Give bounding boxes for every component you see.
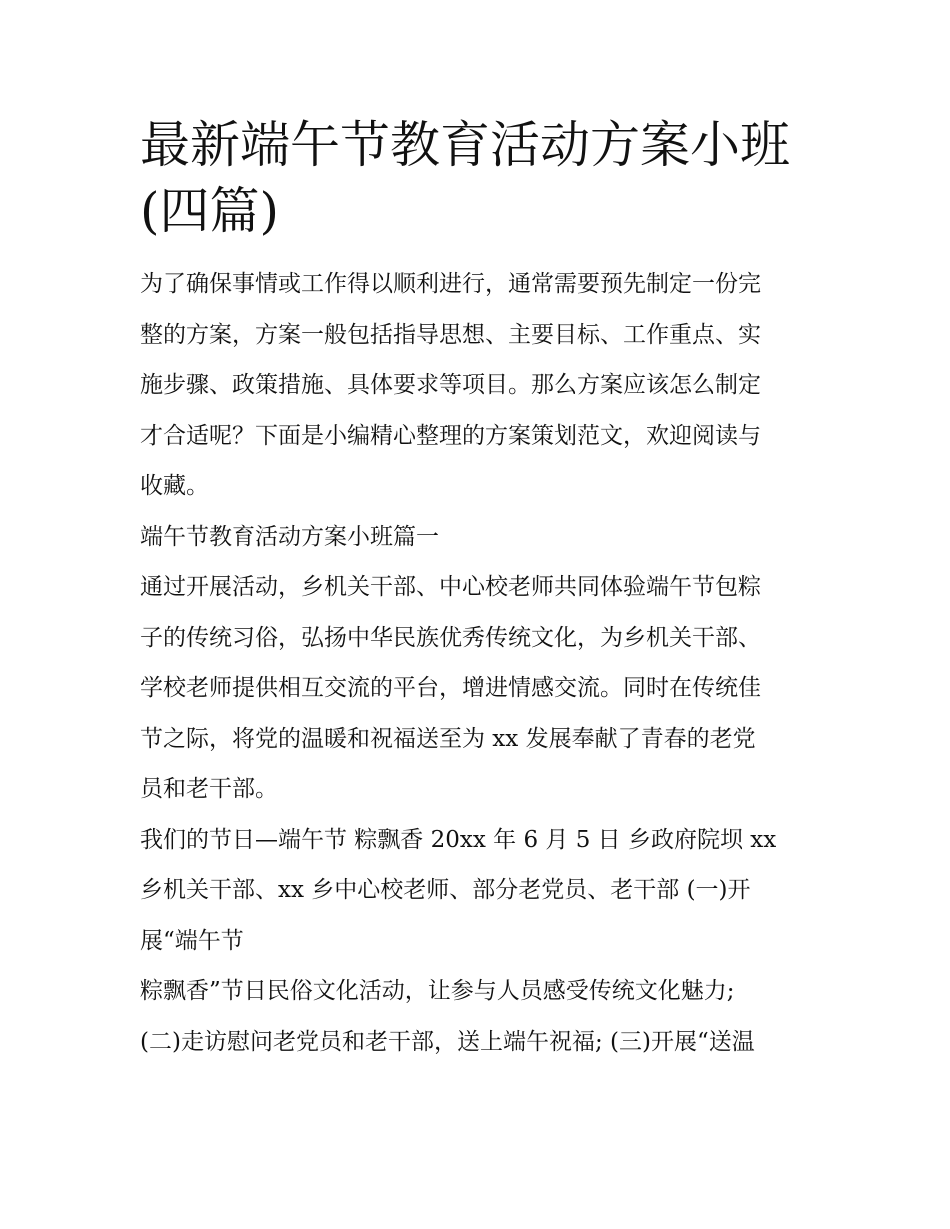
- text-line: 粽飘香”节日民俗文化活动，让参与人员感受传统文化魅力;: [140, 978, 735, 1004]
- text-line: 节之际，将党的温暖和祝福送至为 xx 发展奉献了青春的老党: [140, 725, 756, 752]
- document-page: [140, 112, 820, 1067]
- section-heading: [140, 512, 820, 563]
- text-line: 我们的节日—端午节 粽飘香 20xx 年 6 月 5 日 乡政府院坝 xx: [140, 826, 777, 853]
- body-paragraph-1: [140, 562, 820, 815]
- section-heading-text: 端午节教育活动方案小班篇一: [140, 523, 439, 550]
- text-line: (二)走访慰问老党员和老干部，送上端午祝福; (三)开展“送温: [140, 1028, 755, 1055]
- title-line: 最新端午节教育活动方案小班: [140, 116, 790, 174]
- document-title: [140, 112, 820, 244]
- text-line: 员和老干部。: [140, 776, 278, 802]
- text-line: 施步骤、政策措施、具体要求等项目。那么方案应该怎么制定: [140, 372, 761, 398]
- text-line: 整的方案，方案一般包括指导思想、主要目标、工作重点、实: [140, 321, 761, 348]
- text-line: 学校老师提供相互交流的平台，增进情感交流。同时在传统佳: [140, 675, 761, 701]
- body-paragraph-3: [140, 966, 820, 1067]
- title-line: (四篇): [140, 182, 280, 240]
- text-line: 子的传统习俗，弘扬中华民族优秀传统文化，为乡机关干部、: [140, 624, 761, 651]
- intro-paragraph: [140, 259, 820, 512]
- text-line: 通过开展活动，乡机关干部、中心校老师共同体验端午节包粽: [140, 574, 761, 600]
- text-line: 展“端午节: [140, 927, 244, 954]
- body-paragraph-2: [140, 815, 820, 967]
- text-line: 为了确保事情或工作得以顺利进行，通常需要预先制定一份完: [140, 271, 761, 297]
- text-line: 才合适呢？下面是小编精心整理的方案策划范文，欢迎阅读与: [140, 422, 761, 449]
- text-line: 收藏。: [140, 473, 209, 499]
- text-line: 乡机关干部、xx 乡中心校老师、部分老党员、老干部 (一)开: [140, 877, 751, 903]
